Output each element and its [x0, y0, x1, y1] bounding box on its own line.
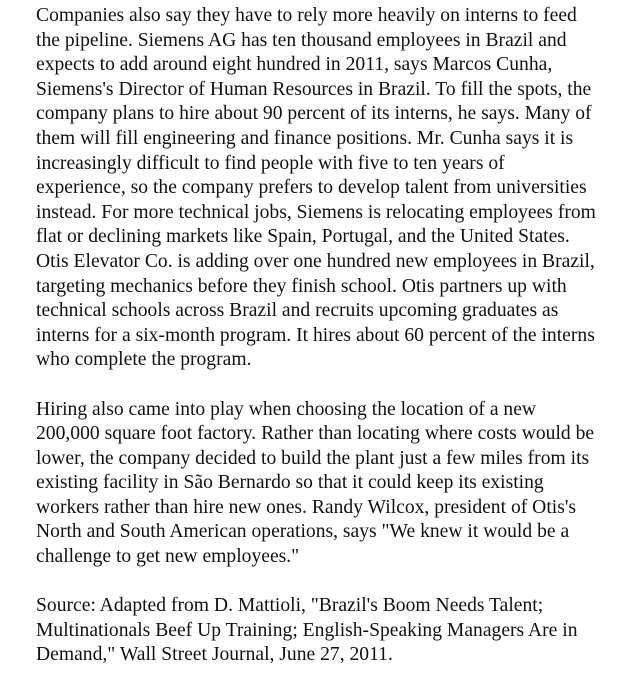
source-citation: Source: Adapted from D. Mattioli, "Brazil's Boom Needs Talent; Multinationals Beef Up Training; English-Speaking Managers Are in Demand," Wall Street Journal, June 27, 2011. — [36, 595, 578, 666]
paragraph-interns-pipeline: Companies also say they have to rely more heavily on interns to feed the pipeline. Siemens AG has ten thousand employees in Brazil and expects to add around eight hundred in 2011, says Marcos Cunha, Siemens's Director of Human Resources in Brazil. To fill the spots, the company plans to hire about 90 percent of its interns, he says. Many of them will fill engineering and finance positions. Mr. Cunha says it is increasingly difficult to find people with five to ten years of experience, so the company prefers to develop talent from universities instead. For more technical jobs, Siemens is relocating employees from flat or declining markets like Spain, Portugal, and the United States. Otis Elevator Co. is adding over one hundred new employees in Brazil, targeting mechanics before they finish school. Otis partners up with technical schools across Brazil and recruits upcoming graduates as interns for a six-month program. It hires about 60 percent of the interns who complete the program. — [36, 5, 596, 371]
document-page — [36, 4, 596, 668]
paragraph-factory-location: Hiring also came into play when choosing the location of a new 200,000 square foot factory. Rather than locating where costs would be lower, the company decided to build the plant just a few miles from its existing facility in São Bernardo so that it could keep its existing workers rather than hire new ones. Randy Wilcox, president of Otis's North and South American operations, says "We knew it would be a challenge to get new employees." — [36, 398, 595, 568]
